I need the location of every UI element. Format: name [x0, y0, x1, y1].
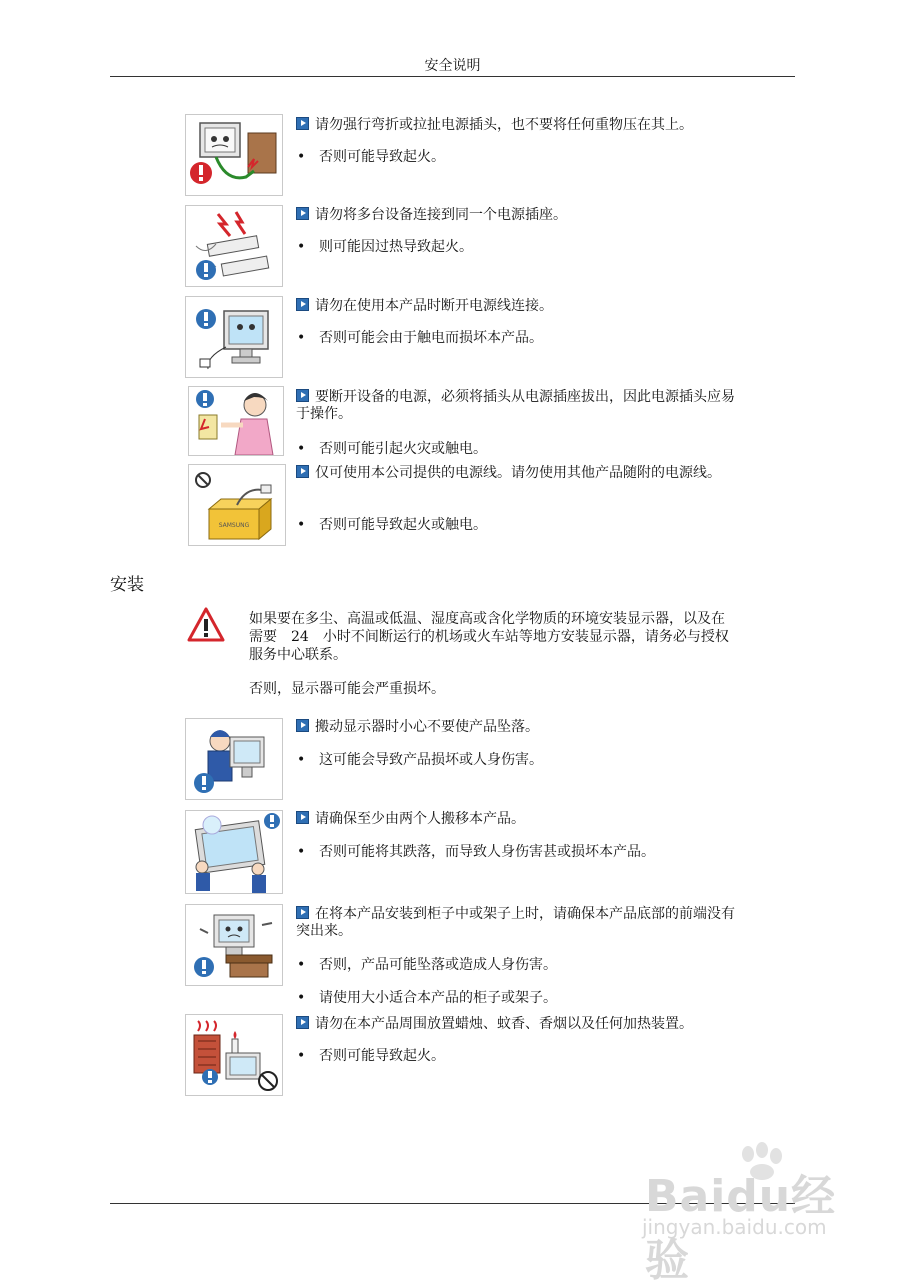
install-item-4-heading: 请勿在本产品周围放置蜡烛、蚊香、香烟以及任何加热装置。: [296, 1015, 736, 1033]
illustration-bent-plug: [185, 114, 283, 196]
baidu-watermark: [640, 1140, 860, 1286]
install-item-2-bullet: • 否则可能将其跌落，而导致人身伤害甚或损坏本产品。: [297, 844, 655, 860]
power-item-5-bullet: • 否则可能导致起火或触电。: [297, 517, 487, 533]
svg-text:SAMSUNG: SAMSUNG: [218, 522, 250, 529]
illustration-multi-socket: [185, 205, 283, 287]
install-item-1-heading: 搬动显示器时小心不要使产品坠落。: [296, 718, 736, 736]
blue-arrow-icon: [296, 298, 309, 311]
blue-arrow-icon: [296, 465, 309, 478]
blue-arrow-icon: [296, 389, 309, 402]
illustration-two-people-carry: [185, 810, 283, 894]
install-item-1-bullet: • 这可能会导致产品损坏或人身伤害。: [297, 752, 543, 768]
blue-arrow-icon: [296, 719, 309, 732]
watermark-url-text: jingyan.baidu.com: [642, 1215, 827, 1239]
install-item-3-bullet-1: • 否则，产品可能坠落或造成人身伤害。: [297, 957, 557, 973]
install-warning-paragraph-1: 如果要在多尘、高温或低温、湿度高或含化学物质的环境安装显示器，以及在需要 24 小时不间断运行的机场或火车站等地方安装显示器，请务必与授权服务中心联系。: [249, 611, 729, 663]
power-item-3-heading: 请勿在使用本产品时断开电源线连接。: [296, 297, 736, 315]
watermark-main-text: Baidu经验: [645, 1171, 837, 1286]
power-item-1-bullet: • 否则可能导致起火。: [297, 149, 445, 165]
illustration-heat-sources: [185, 1014, 283, 1096]
power-item-1-heading: 请勿强行弯折或拉扯电源插头，也不要将任何重物压在其上。: [296, 116, 736, 134]
install-item-3-heading: 在将本产品安装到柜子中或架子上时，请确保本产品底部的前端没有突出来。: [296, 906, 735, 939]
blue-arrow-icon: [296, 207, 309, 220]
power-item-2-bullet: • 则可能因过热导致起火。: [297, 239, 473, 255]
power-item-4-bullet: • 否则可能引起火灾或触电。: [297, 441, 487, 457]
install-warning-paragraph-2: 否则，显示器可能会严重损坏。: [249, 681, 445, 697]
blue-arrow-icon: [296, 1016, 309, 1029]
illustration-woman-unplugging: [188, 386, 284, 456]
install-item-4-bullet: • 否则可能导致起火。: [297, 1048, 445, 1064]
blue-arrow-icon: [296, 811, 309, 824]
section-title-install: 安装: [110, 575, 144, 595]
illustration-moving-monitor: [185, 718, 283, 800]
illustration-unplug-while-on: [185, 296, 283, 378]
header-rule: [110, 76, 795, 77]
illustration-monitor-on-shelf: [185, 904, 283, 986]
power-item-3-bullet: • 否则可能会由于触电而损坏本产品。: [297, 330, 543, 346]
install-item-3-bullet-2: • 请使用大小适合本产品的柜子或架子。: [297, 990, 557, 1006]
power-item-5-heading: 仅可使用本公司提供的电源线。请勿使用其他产品随附的电源线。: [296, 464, 736, 482]
blue-arrow-icon: [296, 117, 309, 130]
page-header-title: 安全说明: [424, 58, 481, 74]
illustration-power-cord-box: [188, 464, 286, 546]
power-item-4-heading: 要断开设备的电源，必须将插头从电源插座拔出，因此电源插头应易于操作。: [296, 389, 735, 422]
warning-triangle-icon: [186, 606, 226, 644]
power-item-2-heading: 请勿将多台设备连接到同一个电源插座。: [296, 206, 736, 224]
blue-arrow-icon: [296, 906, 309, 919]
install-item-2-heading: 请确保至少由两个人搬移本产品。: [296, 810, 736, 828]
